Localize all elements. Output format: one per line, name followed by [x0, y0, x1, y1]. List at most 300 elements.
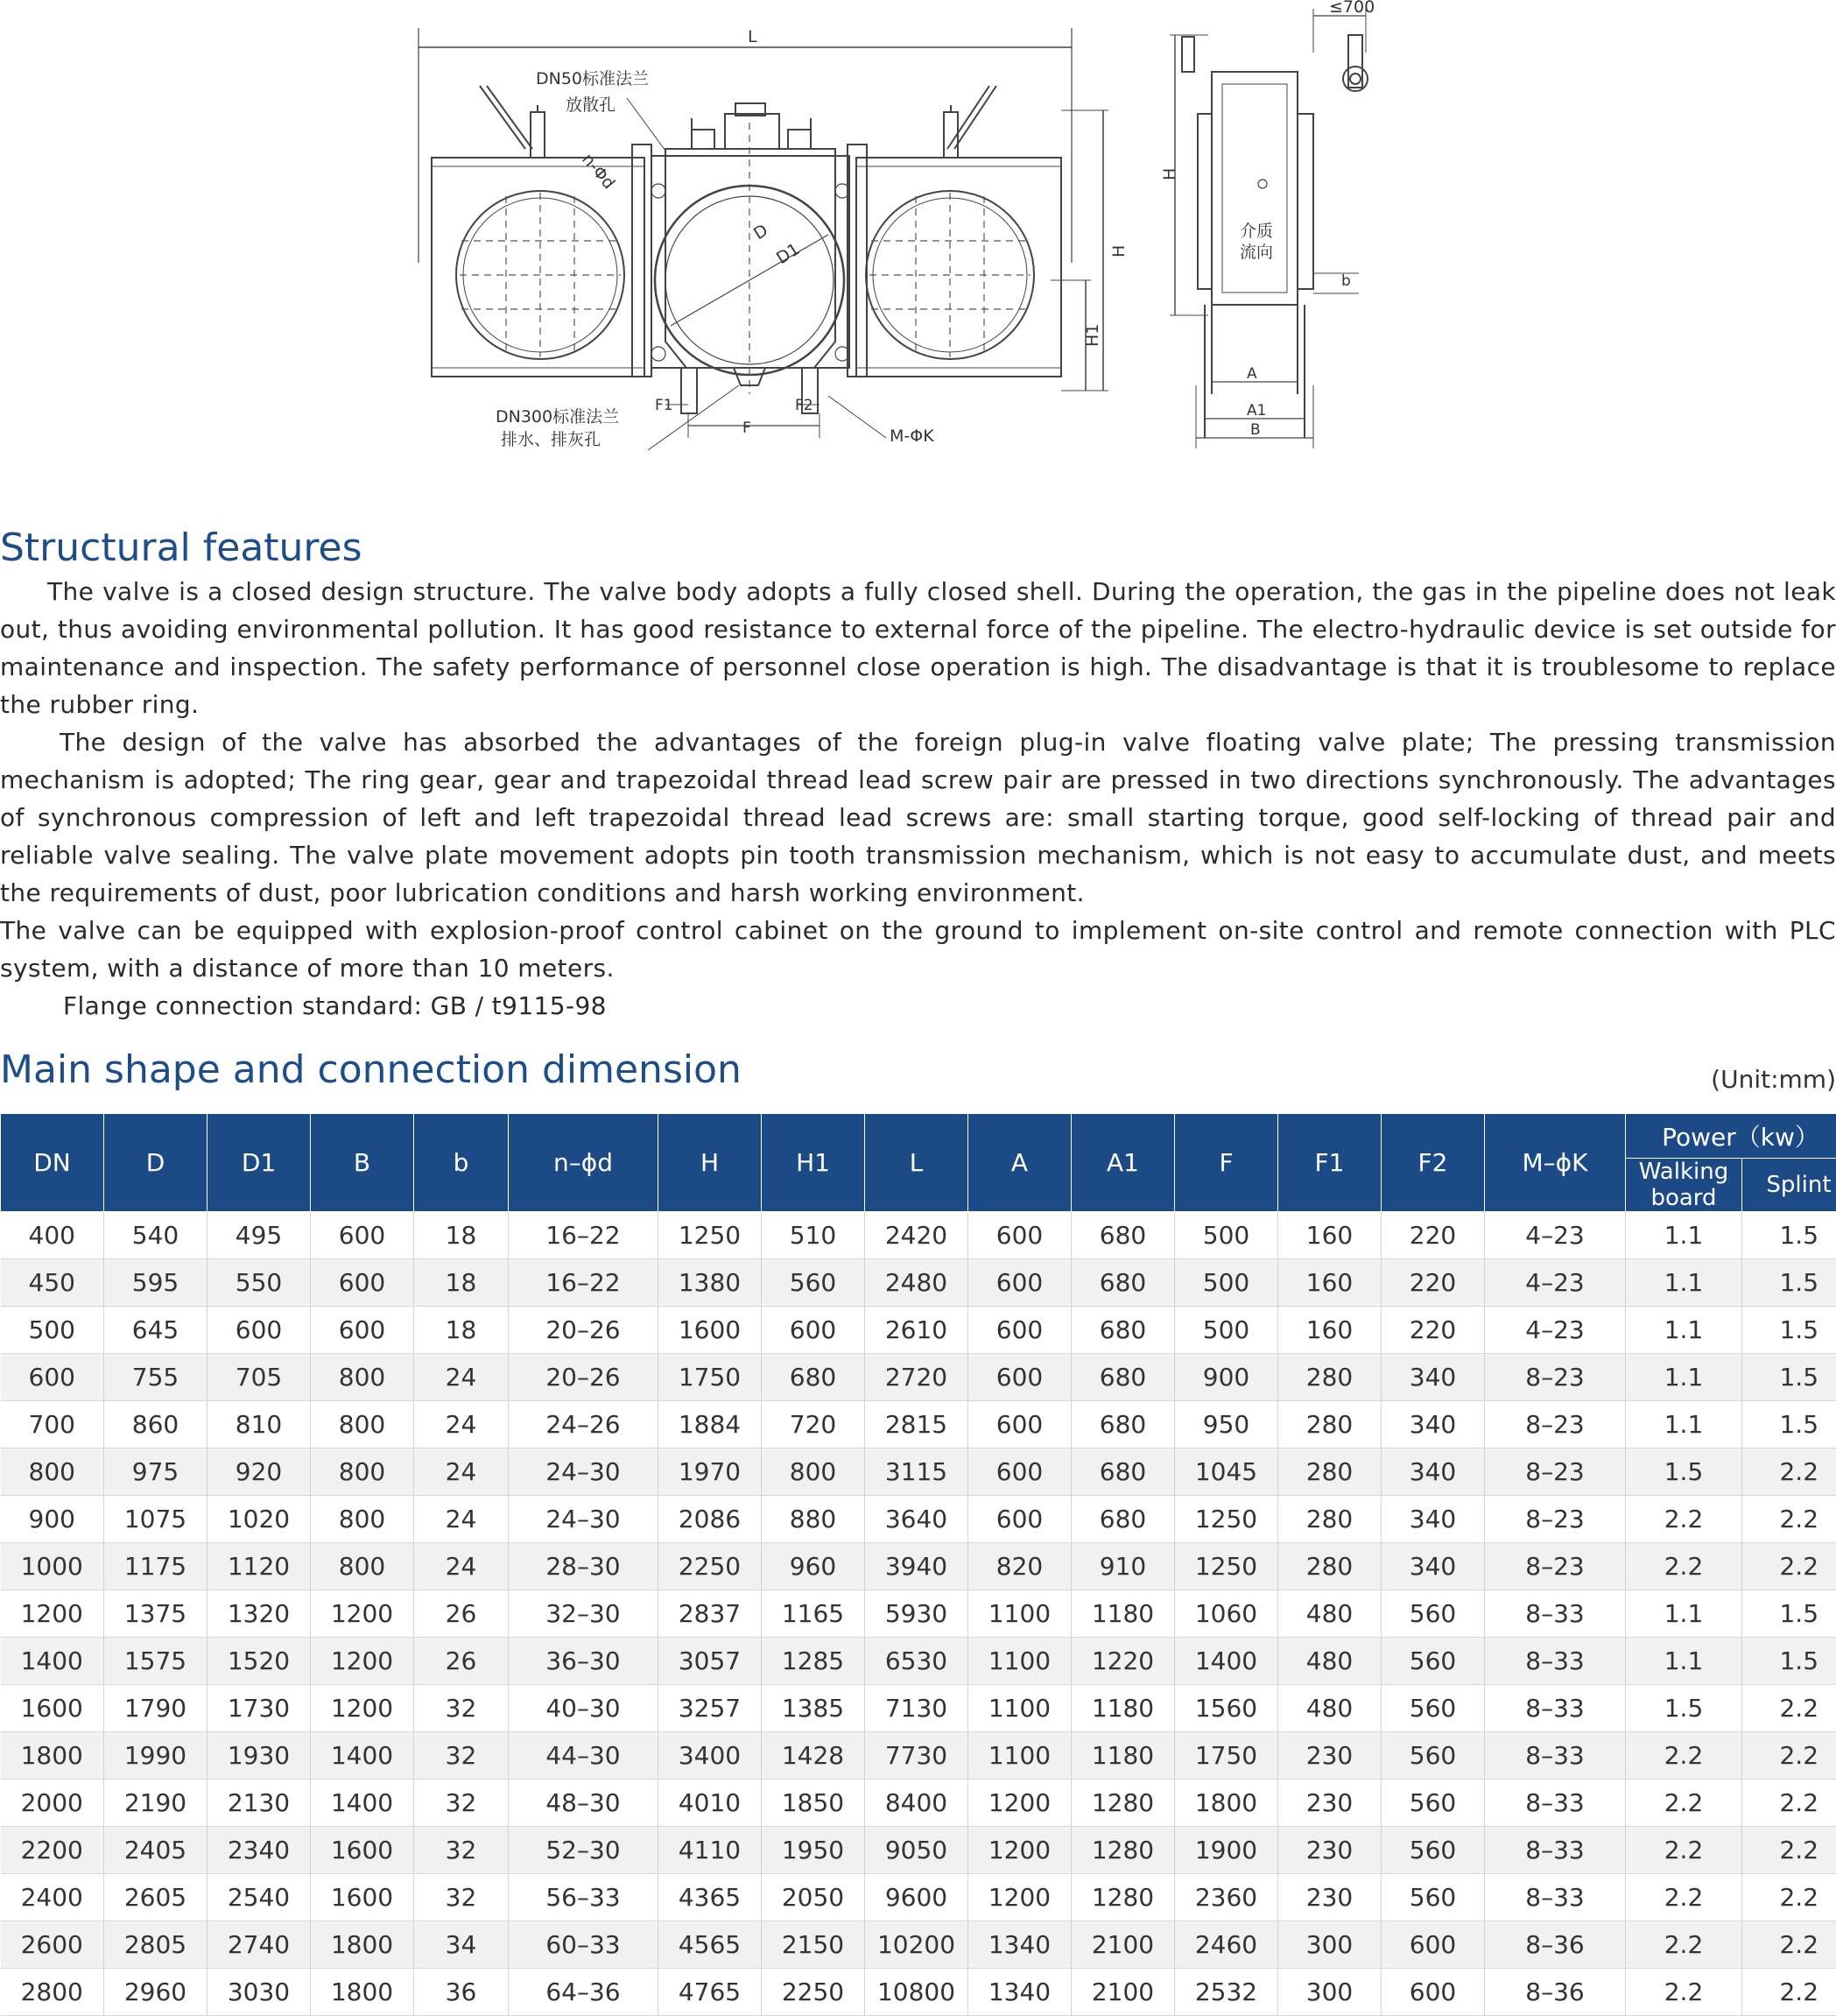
table-cell: 1200 — [311, 1685, 414, 1732]
column-header: A1 — [1072, 1114, 1175, 1212]
table-row — [1, 1212, 1836, 1259]
table-cell: 2.2 — [1742, 1969, 1836, 2016]
table-row — [1, 1921, 1836, 1969]
table-cell: 40–30 — [509, 1685, 658, 1732]
table-cell: 9600 — [865, 1874, 968, 1921]
unit-label: (Unit:mm) — [1711, 1065, 1836, 1094]
table-cell: 2.2 — [1626, 1780, 1742, 1827]
table-cell: 500 — [1175, 1307, 1278, 1354]
table-cell: 230 — [1278, 1874, 1382, 1921]
table-cell: 1800 — [1, 1732, 104, 1780]
table-cell: 1560 — [1175, 1685, 1278, 1732]
table-cell: 340 — [1382, 1543, 1485, 1590]
table-cell: 1600 — [658, 1307, 762, 1354]
table-cell: 2200 — [1, 1827, 104, 1874]
table-cell: 1200 — [968, 1874, 1072, 1921]
label-n-phi-d: n-Φd — [578, 150, 618, 193]
table-cell: 2.2 — [1626, 1732, 1742, 1780]
table-cell: 1.1 — [1626, 1212, 1742, 1259]
table-cell: 4110 — [658, 1827, 762, 1874]
label-F: F — [742, 419, 751, 437]
table-cell: 7130 — [865, 1685, 968, 1732]
table-cell: 24 — [414, 1496, 509, 1543]
table-cell: 280 — [1278, 1449, 1382, 1496]
column-header: A — [968, 1114, 1072, 1212]
table-cell: 860 — [104, 1401, 208, 1449]
label-D1: D1 — [773, 239, 803, 268]
table-cell: 480 — [1278, 1685, 1382, 1732]
table-cell: 280 — [1278, 1354, 1382, 1401]
table-row — [1, 1259, 1836, 1307]
column-header: H — [658, 1114, 762, 1212]
table-cell: 1.5 — [1626, 1449, 1742, 1496]
power-subheader: Walking board — [1626, 1159, 1742, 1212]
table-cell: 2805 — [104, 1921, 208, 1969]
table-cell: 24–30 — [509, 1496, 658, 1543]
table-cell: 4–23 — [1485, 1307, 1626, 1354]
table-cell: 1250 — [658, 1212, 762, 1259]
table-cell: 1750 — [658, 1354, 762, 1401]
table-row — [1, 1638, 1836, 1685]
table-cell: 560 — [1382, 1685, 1485, 1732]
column-header: F — [1175, 1114, 1278, 1212]
table-row — [1, 1354, 1836, 1401]
table-cell: 1100 — [968, 1732, 1072, 1780]
table-cell: 1250 — [1175, 1543, 1278, 1590]
table-cell: 600 — [968, 1496, 1072, 1543]
table-cell: 2.2 — [1742, 1543, 1836, 1590]
table-cell: 600 — [311, 1259, 414, 1307]
table-cell: 3057 — [658, 1638, 762, 1685]
table-cell: 2.2 — [1742, 1732, 1836, 1780]
table-row — [1, 1401, 1836, 1449]
table-cell: 600 — [1382, 1969, 1485, 2016]
table-cell: 2.2 — [1742, 1827, 1836, 1874]
table-cell: 300 — [1278, 1969, 1382, 2016]
table-cell: 680 — [1072, 1212, 1175, 1259]
table-row — [1, 1827, 1836, 1874]
table-cell: 680 — [1072, 1354, 1175, 1401]
table-cell: 600 — [968, 1212, 1072, 1259]
table-cell: 2150 — [762, 1921, 865, 1969]
table-cell: 2.2 — [1626, 1874, 1742, 1921]
table-cell: 560 — [1382, 1827, 1485, 1874]
table-cell: 600 — [968, 1401, 1072, 1449]
table-cell: 1280 — [1072, 1780, 1175, 1827]
table-cell: 600 — [1, 1354, 104, 1401]
table-cell: 1970 — [658, 1449, 762, 1496]
table-cell: 1900 — [1175, 1827, 1278, 1874]
table-cell: 340 — [1382, 1401, 1485, 1449]
table-cell: 28–30 — [509, 1543, 658, 1590]
table-cell: 2250 — [658, 1543, 762, 1590]
table-cell: 1.1 — [1626, 1354, 1742, 1401]
table-cell: 160 — [1278, 1212, 1382, 1259]
features-paragraph-1: The valve is a closed design structure. The valve body adopts a fully closed shell. During the operation, the gas in the pipeline does not leak out, thus avoiding environmental pollution. It has good resistance to external force of the pipeline. The electro-hydraulic device is set outside for maintenance and inspection. The safety performance of personnel close operation is high. The disadvantage is that it is troublesome to replace the rubber ring. — [0, 573, 1836, 723]
table-cell: 2605 — [104, 1874, 208, 1921]
table-cell: 500 — [1175, 1212, 1278, 1259]
table-cell: 8400 — [865, 1780, 968, 1827]
table-cell: 24 — [414, 1354, 509, 1401]
label-F1: F1 — [655, 397, 673, 414]
table-cell: 36 — [414, 1969, 509, 2016]
table-cell: 4–23 — [1485, 1259, 1626, 1307]
label-M-phi-K: M-ΦK — [890, 426, 934, 446]
table-cell: 2532 — [1175, 1969, 1278, 2016]
table-cell: 1180 — [1072, 1685, 1175, 1732]
table-cell: 6530 — [865, 1638, 968, 1685]
table-cell: 1.5 — [1742, 1638, 1836, 1685]
table-cell: 1280 — [1072, 1874, 1175, 1921]
table-cell: 810 — [208, 1401, 311, 1449]
table-cell: 3640 — [865, 1496, 968, 1543]
table-cell: 800 — [311, 1401, 414, 1449]
table-cell: 18 — [414, 1212, 509, 1259]
table-cell: 24–26 — [509, 1401, 658, 1449]
table-row — [1, 1732, 1836, 1780]
label-le700: ≤700 — [1329, 0, 1375, 17]
dimension-table — [0, 1113, 1836, 2016]
table-cell: 820 — [968, 1543, 1072, 1590]
table-cell: 220 — [1382, 1212, 1485, 1259]
table-cell: 36–30 — [509, 1638, 658, 1685]
table-cell: 220 — [1382, 1259, 1485, 1307]
table-cell: 1428 — [762, 1732, 865, 1780]
table-cell: 560 — [1382, 1874, 1485, 1921]
features-paragraph-2: The design of the valve has absorbed the advantages of the foreign plug-in valve floating valve plate; The pressing transmission mechanism is adopted; The ring gear, gear and trapezoidal thread lead screw pair are pressed in two directions synchronously. The advantages of synchronous compression of left and left trapezoidal thread lead screws are: small starting torque, good self-locking of thread pair and reliable valve sealing. The valve plate movement adopts pin tooth transmission mechanism, which is not easy to accumulate dust, and meets the requirements of dust, poor lubrication conditions and harsh working environment. — [0, 723, 1836, 912]
table-cell: 2405 — [104, 1827, 208, 1874]
column-header: F1 — [1278, 1114, 1382, 1212]
table-cell: 1.5 — [1626, 1685, 1742, 1732]
table-cell: 1575 — [104, 1638, 208, 1685]
table-cell: 2.2 — [1626, 1969, 1742, 2016]
table-cell: 1.5 — [1742, 1259, 1836, 1307]
table-cell: 1400 — [311, 1780, 414, 1827]
table-cell: 1045 — [1175, 1449, 1278, 1496]
table-cell: 1180 — [1072, 1732, 1175, 1780]
table-cell: 880 — [762, 1496, 865, 1543]
column-header: D1 — [208, 1114, 311, 1212]
power-subheader: Splint — [1742, 1159, 1836, 1212]
table-cell: 600 — [968, 1354, 1072, 1401]
table-row — [1, 1969, 1836, 2016]
table-cell: 720 — [762, 1401, 865, 1449]
table-cell: 1020 — [208, 1496, 311, 1543]
table-cell: 1340 — [968, 1921, 1072, 1969]
table-cell: 1730 — [208, 1685, 311, 1732]
table-cell: 1200 — [968, 1780, 1072, 1827]
table-row — [1, 1543, 1836, 1590]
table-cell: 1990 — [104, 1732, 208, 1780]
table-cell: 60–33 — [509, 1921, 658, 1969]
table-cell: 1.5 — [1742, 1590, 1836, 1638]
label-b: b — [1341, 272, 1351, 290]
table-cell: 800 — [311, 1449, 414, 1496]
table-cell: 500 — [1, 1307, 104, 1354]
table-cell: 4565 — [658, 1921, 762, 1969]
table-cell: 1400 — [1175, 1638, 1278, 1685]
table-cell: 1165 — [762, 1590, 865, 1638]
table-cell: 18 — [414, 1307, 509, 1354]
table-cell: 700 — [1, 1401, 104, 1449]
table-cell: 1200 — [311, 1638, 414, 1685]
table-cell: 755 — [104, 1354, 208, 1401]
table-cell: 3115 — [865, 1449, 968, 1496]
table-cell: 680 — [1072, 1307, 1175, 1354]
table-cell: 480 — [1278, 1590, 1382, 1638]
table-cell: 800 — [1, 1449, 104, 1496]
table-cell: 1075 — [104, 1496, 208, 1543]
table-cell: 8–23 — [1485, 1401, 1626, 1449]
table-cell: 910 — [1072, 1543, 1175, 1590]
table-cell: 1790 — [104, 1685, 208, 1732]
table-cell: 280 — [1278, 1496, 1382, 1543]
table-cell: 26 — [414, 1590, 509, 1638]
table-cell: 4365 — [658, 1874, 762, 1921]
table-cell: 495 — [208, 1212, 311, 1259]
table-cell: 8–33 — [1485, 1590, 1626, 1638]
table-cell: 2960 — [104, 1969, 208, 2016]
table-cell: 230 — [1278, 1780, 1382, 1827]
label-dn50-line2: 放散孔 — [566, 95, 616, 115]
table-cell: 34 — [414, 1921, 509, 1969]
table-cell: 2.2 — [1626, 1827, 1742, 1874]
column-header: M–ϕK — [1485, 1114, 1626, 1212]
table-cell: 1400 — [1, 1638, 104, 1685]
table-cell: 560 — [1382, 1638, 1485, 1685]
power-header: Power（kw） — [1626, 1114, 1836, 1159]
table-cell: 1600 — [1, 1685, 104, 1732]
table-cell: 24 — [414, 1449, 509, 1496]
table-cell: 8–36 — [1485, 1921, 1626, 1969]
table-cell: 3030 — [208, 1969, 311, 2016]
table-cell: 8–33 — [1485, 1780, 1626, 1827]
table-cell: 1100 — [968, 1590, 1072, 1638]
table-cell: 10200 — [865, 1921, 968, 1969]
table-cell: 1800 — [311, 1921, 414, 1969]
table-cell: 560 — [762, 1259, 865, 1307]
table-cell: 1250 — [1175, 1496, 1278, 1543]
table-cell: 24 — [414, 1543, 509, 1590]
label-A1: A1 — [1247, 402, 1266, 419]
label-B: B — [1250, 421, 1261, 439]
valve-technical-drawing — [0, 0, 1836, 473]
table-cell: 8–23 — [1485, 1543, 1626, 1590]
table-cell: 1.5 — [1742, 1401, 1836, 1449]
table-cell: 1.1 — [1626, 1638, 1742, 1685]
table-cell: 600 — [968, 1307, 1072, 1354]
table-cell: 2086 — [658, 1496, 762, 1543]
table-cell: 900 — [1175, 1354, 1278, 1401]
table-cell: 2050 — [762, 1874, 865, 1921]
table-cell: 1750 — [1175, 1732, 1278, 1780]
table-cell: 2480 — [865, 1259, 968, 1307]
column-header: b — [414, 1114, 509, 1212]
table-cell: 3400 — [658, 1732, 762, 1780]
table-cell: 1375 — [104, 1590, 208, 1638]
table-cell: 1380 — [658, 1259, 762, 1307]
table-cell: 975 — [104, 1449, 208, 1496]
column-header: H1 — [762, 1114, 865, 1212]
table-cell: 560 — [1382, 1590, 1485, 1638]
table-cell: 1930 — [208, 1732, 311, 1780]
table-cell: 2.2 — [1742, 1496, 1836, 1543]
table-cell: 560 — [1382, 1732, 1485, 1780]
table-cell: 8–33 — [1485, 1732, 1626, 1780]
table-cell: 950 — [1175, 1401, 1278, 1449]
table-cell: 4–23 — [1485, 1212, 1626, 1259]
table-cell: 450 — [1, 1259, 104, 1307]
table-cell: 1000 — [1, 1543, 104, 1590]
table-cell: 680 — [1072, 1401, 1175, 1449]
label-F2: F2 — [795, 397, 813, 414]
flange-standard-line: Flange connection standard: GB / t9115-98 — [0, 987, 1836, 1025]
table-cell: 800 — [311, 1543, 414, 1590]
table-cell: 160 — [1278, 1259, 1382, 1307]
label-dn300-line1: DN300标准法兰 — [496, 407, 619, 426]
table-cell: 1100 — [968, 1638, 1072, 1685]
table-cell: 2.2 — [1626, 1496, 1742, 1543]
table-cell: 1950 — [762, 1827, 865, 1874]
table-cell: 8–36 — [1485, 1969, 1626, 2016]
table-cell: 2340 — [208, 1827, 311, 1874]
table-cell: 340 — [1382, 1496, 1485, 1543]
features-paragraph-3: The valve can be equipped with explosion-proof control cabinet on the ground to implement on-site control and remote connection with PLC system, with a distance of more than 10 meters. — [0, 912, 1836, 987]
table-cell: 560 — [1382, 1780, 1485, 1827]
label-D: D — [750, 221, 771, 243]
table-cell: 220 — [1382, 1307, 1485, 1354]
label-H1: H1 — [1083, 324, 1102, 347]
column-header: B — [311, 1114, 414, 1212]
table-cell: 1320 — [208, 1590, 311, 1638]
column-header: L — [865, 1114, 968, 1212]
table-cell: 280 — [1278, 1543, 1382, 1590]
table-cell: 26 — [414, 1638, 509, 1685]
table-cell: 2000 — [1, 1780, 104, 1827]
table-cell: 600 — [1382, 1921, 1485, 1969]
table-cell: 3257 — [658, 1685, 762, 1732]
table-cell: 32 — [414, 1732, 509, 1780]
table-cell: 18 — [414, 1259, 509, 1307]
table-cell: 2250 — [762, 1969, 865, 2016]
table-cell: 3940 — [865, 1543, 968, 1590]
table-cell: 705 — [208, 1354, 311, 1401]
table-cell: 680 — [1072, 1496, 1175, 1543]
table-cell: 1220 — [1072, 1638, 1175, 1685]
table-cell: 20–26 — [509, 1307, 658, 1354]
table-cell: 900 — [1, 1496, 104, 1543]
table-cell: 8–23 — [1485, 1449, 1626, 1496]
table-cell: 1385 — [762, 1685, 865, 1732]
table-cell: 480 — [1278, 1638, 1382, 1685]
table-cell: 8–33 — [1485, 1638, 1626, 1685]
table-cell: 1060 — [1175, 1590, 1278, 1638]
column-header: DN — [1, 1114, 104, 1212]
table-row — [1, 1874, 1836, 1921]
table-cell: 7730 — [865, 1732, 968, 1780]
table-cell: 2100 — [1072, 1969, 1175, 2016]
table-cell: 1340 — [968, 1969, 1072, 2016]
table-cell: 540 — [104, 1212, 208, 1259]
table-cell: 32 — [414, 1780, 509, 1827]
table-cell: 52–30 — [509, 1827, 658, 1874]
table-cell: 2740 — [208, 1921, 311, 1969]
table-cell: 1600 — [311, 1827, 414, 1874]
table-cell: 2720 — [865, 1354, 968, 1401]
table-cell: 32 — [414, 1874, 509, 1921]
column-header: D — [104, 1114, 208, 1212]
table-cell: 2600 — [1, 1921, 104, 1969]
table-cell: 2460 — [1175, 1921, 1278, 1969]
label-H: H — [1109, 245, 1129, 257]
table-cell: 800 — [311, 1354, 414, 1401]
label-medium-line1: 介质 — [1240, 222, 1273, 241]
table-cell: 2100 — [1072, 1921, 1175, 1969]
table-cell: 1884 — [658, 1401, 762, 1449]
table-cell: 8–33 — [1485, 1874, 1626, 1921]
table-cell: 24 — [414, 1401, 509, 1449]
table-cell: 1.1 — [1626, 1401, 1742, 1449]
table-cell: 550 — [208, 1259, 311, 1307]
table-cell: 280 — [1278, 1401, 1382, 1449]
table-cell: 2.2 — [1626, 1921, 1742, 1969]
column-header: F2 — [1382, 1114, 1485, 1212]
table-cell: 600 — [968, 1449, 1072, 1496]
table-cell: 600 — [311, 1307, 414, 1354]
table-row — [1, 1590, 1836, 1638]
table-cell: 5930 — [865, 1590, 968, 1638]
table-cell: 2.2 — [1742, 1685, 1836, 1732]
column-header: n–ϕd — [509, 1114, 658, 1212]
table-cell: 1400 — [311, 1732, 414, 1780]
table-cell: 2815 — [865, 1401, 968, 1449]
table-cell: 1200 — [1, 1590, 104, 1638]
table-cell: 16–22 — [509, 1259, 658, 1307]
table-row — [1, 1685, 1836, 1732]
table-cell: 8–33 — [1485, 1685, 1626, 1732]
table-cell: 2.2 — [1626, 1543, 1742, 1590]
table-cell: 32 — [414, 1685, 509, 1732]
table-row — [1, 1496, 1836, 1543]
table-cell: 2190 — [104, 1780, 208, 1827]
table-cell: 24–30 — [509, 1449, 658, 1496]
table-cell: 1180 — [1072, 1590, 1175, 1638]
table-cell: 1285 — [762, 1638, 865, 1685]
table-cell: 645 — [104, 1307, 208, 1354]
table-cell: 1200 — [968, 1827, 1072, 1874]
table-cell: 2.2 — [1742, 1449, 1836, 1496]
table-cell: 32–30 — [509, 1590, 658, 1638]
table-cell: 340 — [1382, 1449, 1485, 1496]
table-cell: 1280 — [1072, 1827, 1175, 1874]
table-cell: 1800 — [311, 1969, 414, 2016]
table-cell: 1200 — [311, 1590, 414, 1638]
table-cell: 1.1 — [1626, 1307, 1742, 1354]
table-cell: 1.5 — [1742, 1212, 1836, 1259]
table-cell: 960 — [762, 1543, 865, 1590]
table-cell: 2.2 — [1742, 1874, 1836, 1921]
table-cell: 800 — [762, 1449, 865, 1496]
table-cell: 595 — [104, 1259, 208, 1307]
label-dn50-line1: DN50标准法兰 — [536, 69, 649, 88]
label-L: L — [748, 27, 757, 46]
table-cell: 2.2 — [1742, 1780, 1836, 1827]
table-cell: 680 — [1072, 1449, 1175, 1496]
table-cell: 32 — [414, 1827, 509, 1874]
table-cell: 920 — [208, 1449, 311, 1496]
table-cell: 510 — [762, 1212, 865, 1259]
table-cell: 1.5 — [1742, 1307, 1836, 1354]
